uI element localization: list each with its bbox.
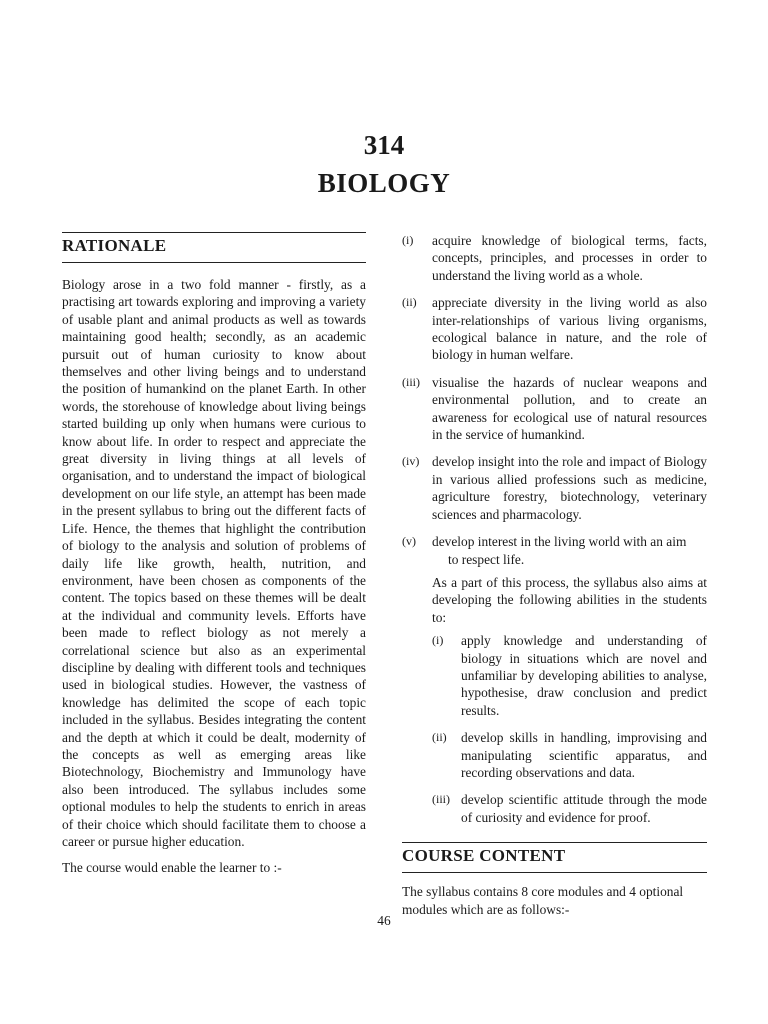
rationale-lead-in: The course would enable the learner to :- — [62, 860, 282, 876]
course-content-heading: COURSE CONTENT — [402, 842, 707, 873]
ability-number: (ii) — [432, 730, 447, 745]
ability-text: develop scientific attitude through the mode of curiosity and evidence for proof. — [461, 792, 707, 825]
objective-number: (i) — [402, 233, 414, 247]
ability-text: apply knowledge and understanding of biology in situations which are novel and unfamiliar by developing abilities to analyse, hypothesise, draw conclusion and predict results. — [461, 633, 707, 718]
page-title-block — [0, 128, 768, 200]
ability-item — [432, 729, 707, 781]
page-number: 46 — [377, 913, 391, 928]
objective-text: acquire knowledge of biological terms, facts, concepts, principles, and processes in order to understand the living world as a whole. — [432, 233, 707, 283]
objective-text: visualise the hazards of nuclear weapons and environmental pollution, and to create an awareness for ecological use of natural resources in the service of humankind. — [432, 374, 707, 443]
rationale-paragraph: Biology arose in a two fold manner - firstly, as a practising art towards exploring and improving a variety of usable plant and animal products as well as towards maintaining good health; secondly, as an academic pursuit out of human curiosity to know about themselves and other living beings and to understand the position of humankind on the planet Earth. In other words, the storehouse of knowledge about living beings started building up only when humans were curious to know about life. In order to respect and appreciate the great diversity in living things at all levels of organisation, and to understand the impact of biological development on our life style, an attempt has been made in the present syllabus to bring out the different facts of Life. Hence, the themes that highlight the contribution of biology to the analysis and solution of problems of daily life like growth, health, nutrition, and environment, have been chosen as components of the content. The topics based on these themes will be dealt at the individual and community levels. Efforts have been made to reflect biology as not merely a correlational science but also as an experimental discipline by dealing with different tools and techniques used in biological studies. However, the vastness of knowledge has delimited the scope of each topic included in the syllabus. Besides integrating the content and the depth at which it could be dealt, modernity of the concepts as well as emerging areas like Biotechnology, Biochemistry and Immunology have also been introduced. The syllabus includes some optional modules to help the students to enrich in areas of their choice which should facilitate them to choose a career or pursue higher education. — [62, 277, 366, 849]
ability-text: develop skills in handling, improvising and manipulating scientific apparatus, and recording observations and data. — [461, 730, 707, 780]
objective-item — [402, 294, 707, 364]
right-column — [402, 232, 707, 918]
page-title: BIOLOGY — [317, 168, 451, 198]
rationale-heading: RATIONALE — [62, 232, 366, 263]
course-number: 314 — [363, 130, 405, 160]
objective-number: (v) — [402, 534, 416, 549]
abilities-intro: As a part of this process, the syllabus also aims at developing the following abilities in the students to: — [432, 574, 707, 625]
left-column — [62, 232, 366, 877]
objective-item — [402, 232, 707, 284]
objective-number: (iii) — [402, 374, 420, 389]
objective-text-line2: to respect life. — [448, 551, 525, 567]
objective-text-line1: develop interest in the living world with an aim — [432, 534, 687, 550]
objective-item — [402, 453, 707, 523]
abilities-list — [432, 632, 707, 826]
ability-number: (i) — [432, 633, 444, 648]
objective-number: (iv) — [402, 454, 420, 469]
objective-text: appreciate diversity in the living world as also inter-relationships of various living organisms, ecological balance in nature, and the role of biology in human welfare. — [432, 295, 707, 363]
ability-item — [432, 791, 707, 826]
objective-item — [402, 533, 707, 568]
ability-item — [432, 632, 707, 719]
ability-number: (iii) — [432, 792, 450, 807]
objectives-list — [402, 232, 707, 568]
course-content-paragraph: The syllabus contains 8 core modules and 4 optional modules which are as follows:- — [402, 884, 684, 917]
objective-number: (ii) — [402, 295, 417, 310]
objective-text: develop insight into the role and impact of Biology in various allied professions such as medicine, agriculture forestry, biotechnology, veterinary sciences and pharmacology. — [432, 454, 707, 522]
objective-item — [402, 374, 707, 444]
